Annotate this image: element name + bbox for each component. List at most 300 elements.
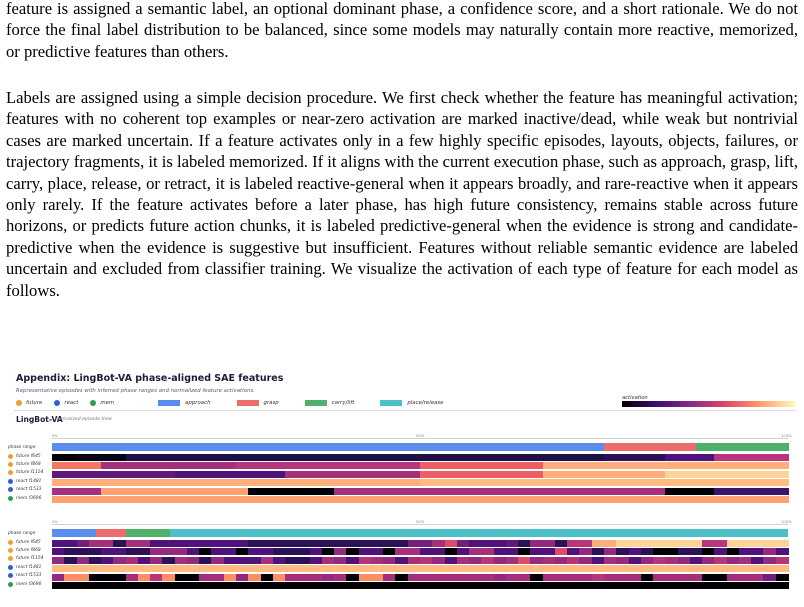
activation-cell — [702, 462, 715, 469]
feature-type-dot — [8, 540, 13, 545]
phase-segment — [52, 443, 605, 451]
activation-cell — [629, 454, 642, 461]
activation-cell — [678, 471, 691, 478]
activation-cell — [187, 574, 200, 581]
activation-cell — [297, 462, 310, 469]
activation-cell — [248, 471, 261, 478]
activation-cell — [224, 454, 237, 461]
activation-cell — [359, 540, 372, 547]
activation-cell — [420, 557, 433, 564]
activation-cell — [543, 479, 556, 486]
activation-cell — [629, 540, 642, 547]
activation-cell — [150, 557, 163, 564]
activation-cell — [383, 557, 396, 564]
activation-cell — [89, 454, 102, 461]
activation-cell — [77, 462, 90, 469]
activation-cell — [702, 471, 715, 478]
paragraph-2: Labels are assigned using a simple decision procedure. We first check whether the feature has meaningful activation; features with no coherent top examples or near-zero activation are marked inactive/dead, while weak but nontrivial cases are marked uncertain. If a feature activates only in a few highly specific episodes, layouts, objects, failures, or trajectory fragments, it is labeled memorized. If it aligns with the current execution phase, such as approach, grasp, lift, carry, place, release, or retract, it is labeled reactive-general when it appears broadly, and rare-reactive when it appears only rarely. If the feature activates before a later phase, has high future consistency, remains stable across future horizons, or predicts future action chunks, it is labeled predictive-general when the evidence is strong and candidate-predictive when the evidence is suggestive but insufficient. Features without reliable semantic evidence are labeled uncertain and excluded from classifier training. We visualize the activation of each type of feature for each model as follows. — [6, 88, 798, 300]
activation-cell — [64, 540, 77, 547]
activation-cell — [383, 479, 396, 486]
activation-cell — [224, 471, 237, 478]
activation-cell — [629, 471, 642, 478]
activation-cell — [420, 471, 433, 478]
activation-cell — [530, 582, 543, 589]
activation-cell — [211, 462, 224, 469]
activation-cell — [690, 462, 703, 469]
feature-name: mem f3696 — [16, 581, 42, 587]
activation-cell — [445, 540, 458, 547]
activation-cell — [530, 471, 543, 478]
activation-cell — [138, 496, 151, 503]
activation-cell — [629, 565, 642, 572]
activation-strip — [52, 454, 788, 461]
feature-type-dot — [8, 556, 13, 561]
activation-cell — [383, 454, 396, 461]
activation-cell — [665, 454, 678, 461]
activation-cell — [690, 574, 703, 581]
activation-cell — [162, 557, 175, 564]
legend-swatch — [158, 400, 180, 406]
activation-cell — [420, 462, 433, 469]
activation-cell — [567, 574, 580, 581]
activation-cell — [665, 557, 678, 564]
activation-cell — [371, 462, 384, 469]
feature-row-label — [8, 556, 43, 561]
activation-cell — [77, 488, 90, 495]
activation-cell — [567, 488, 580, 495]
activation-cell — [101, 479, 114, 486]
activation-cell — [665, 496, 678, 503]
activation-cell — [334, 557, 347, 564]
activation-cell — [138, 574, 151, 581]
activation-cell — [457, 565, 470, 572]
legend-label: grasp — [263, 400, 279, 406]
activation-cell — [89, 565, 102, 572]
activation-cell — [310, 574, 323, 581]
activation-cell — [211, 488, 224, 495]
activation-cell — [727, 488, 740, 495]
activation-cell — [297, 582, 310, 589]
activation-cell — [678, 557, 691, 564]
activation-cell — [113, 479, 126, 486]
activation-strip — [52, 479, 788, 486]
activation-cell — [420, 548, 433, 555]
activation-cell — [285, 557, 298, 564]
activation-cell — [653, 557, 666, 564]
activation-cell — [751, 548, 764, 555]
activation-cell — [530, 565, 543, 572]
activation-cell — [604, 548, 617, 555]
activation-cell — [469, 471, 482, 478]
activation-cell — [641, 454, 654, 461]
activation-cell — [64, 565, 77, 572]
activation-cell — [555, 496, 568, 503]
activation-cell — [346, 582, 359, 589]
activation-cell — [187, 540, 200, 547]
activation-cell — [727, 454, 740, 461]
activation-cell — [371, 574, 384, 581]
activation-cell — [199, 548, 212, 555]
activation-cell — [126, 548, 139, 555]
activation-cell — [690, 454, 703, 461]
activation-cell — [481, 565, 494, 572]
activation-cell — [211, 548, 224, 555]
activation-cell — [653, 462, 666, 469]
activation-cell — [518, 479, 531, 486]
activation-cell — [126, 582, 139, 589]
activation-cell — [126, 565, 139, 572]
activation-cell — [346, 454, 359, 461]
activation-cell — [113, 496, 126, 503]
activation-cell — [739, 548, 752, 555]
activation-cell — [579, 565, 592, 572]
activation-cell — [224, 479, 237, 486]
legend-item — [305, 400, 355, 406]
activation-cell — [506, 582, 519, 589]
activation-cell — [678, 540, 691, 547]
activation-cell — [297, 574, 310, 581]
activation-cell — [371, 540, 384, 547]
activation-cell — [555, 565, 568, 572]
activation-cell — [285, 471, 298, 478]
activation-cell — [64, 488, 77, 495]
activation-cell — [52, 479, 65, 486]
activation-cell — [150, 454, 163, 461]
activation-cell — [248, 496, 261, 503]
activation-cell — [89, 462, 102, 469]
activation-cell — [702, 565, 715, 572]
activation-cell — [678, 496, 691, 503]
activation-cell — [236, 462, 249, 469]
activation-cell — [678, 574, 691, 581]
activation-cell — [395, 462, 408, 469]
activation-cell — [408, 574, 421, 581]
activation-cell — [506, 548, 519, 555]
activation-cell — [383, 488, 396, 495]
activation-cell — [665, 565, 678, 572]
activation-cell — [690, 557, 703, 564]
activation-cell — [481, 454, 494, 461]
activation-cell — [162, 488, 175, 495]
activation-cell — [383, 582, 396, 589]
activation-cell — [432, 454, 445, 461]
activation-cell — [77, 471, 90, 478]
activation-cell — [751, 479, 764, 486]
activation-cell — [175, 557, 188, 564]
phase-range-label: phase range — [8, 531, 36, 536]
activation-cell — [395, 582, 408, 589]
activation-cell — [641, 548, 654, 555]
activation-cell — [616, 462, 629, 469]
activation-cell — [776, 471, 789, 478]
feature-name: future f1154 — [16, 470, 44, 476]
activation-cell — [457, 454, 470, 461]
activation-cell — [224, 565, 237, 572]
feature-type-dot — [8, 573, 13, 578]
activation-cell — [77, 479, 90, 486]
activation-cell — [641, 574, 654, 581]
activation-cell — [211, 496, 224, 503]
activation-cell — [506, 496, 519, 503]
activation-cell — [763, 582, 776, 589]
activation-cell — [714, 462, 727, 469]
activation-cell — [395, 565, 408, 572]
activation-cell — [678, 488, 691, 495]
activation-cell — [64, 479, 77, 486]
activation-cell — [273, 574, 286, 581]
activation-cell — [273, 548, 286, 555]
activation-cell — [481, 540, 494, 547]
activation-cell — [629, 488, 642, 495]
activation-cell — [297, 471, 310, 478]
activation-cell — [432, 496, 445, 503]
activation-cell — [518, 565, 531, 572]
activation-cell — [653, 454, 666, 461]
activation-cell — [199, 488, 212, 495]
activation-cell — [530, 574, 543, 581]
activation-cell — [52, 488, 65, 495]
activation-cell — [408, 454, 421, 461]
activation-cell — [432, 462, 445, 469]
activation-cell — [616, 496, 629, 503]
activation-cell — [469, 548, 482, 555]
activation-cell — [702, 582, 715, 589]
activation-cell — [248, 582, 261, 589]
activation-cell — [346, 479, 359, 486]
activation-cell — [261, 454, 274, 461]
activation-cell — [346, 471, 359, 478]
activation-cell — [371, 582, 384, 589]
activation-cell — [334, 488, 347, 495]
activation-cell — [481, 496, 494, 503]
activation-cell — [494, 479, 507, 486]
feature-row-label — [8, 565, 41, 570]
axis-tick-label: 100% — [781, 519, 792, 524]
activation-cell — [261, 565, 274, 572]
activation-cell — [310, 454, 323, 461]
activation-cell — [420, 454, 433, 461]
activation-cell — [236, 565, 249, 572]
activation-cell — [322, 479, 335, 486]
activation-cell — [126, 574, 139, 581]
activation-cell — [285, 462, 298, 469]
activation-cell — [739, 479, 752, 486]
activation-cell — [150, 488, 163, 495]
activation-cell — [714, 548, 727, 555]
activation-cell — [543, 488, 556, 495]
legend-label: place/release — [407, 400, 444, 406]
legend-swatch — [380, 400, 402, 406]
activation-cell — [629, 582, 642, 589]
activation-cell — [236, 454, 249, 461]
activation-cell — [150, 471, 163, 478]
activation-cell — [543, 574, 556, 581]
activation-cell — [138, 557, 151, 564]
legend-item — [380, 400, 443, 406]
activation-cell — [199, 479, 212, 486]
activation-cell — [211, 582, 224, 589]
activation-cell — [101, 471, 114, 478]
phase-segment — [170, 529, 789, 537]
activation-cell — [199, 471, 212, 478]
activation-cell — [162, 540, 175, 547]
feature-row-label — [8, 462, 41, 467]
legend-swatch — [90, 400, 96, 406]
activation-cell — [432, 557, 445, 564]
activation-cell — [567, 471, 580, 478]
activation-cell — [714, 540, 727, 547]
feature-type-dot — [8, 454, 13, 459]
activation-cell — [555, 488, 568, 495]
activation-cell — [334, 548, 347, 555]
activation-cell — [322, 540, 335, 547]
activation-cell — [359, 462, 372, 469]
activation-cell — [727, 565, 740, 572]
activation-cell — [138, 462, 151, 469]
activation-cell — [408, 565, 421, 572]
activation-cell — [739, 496, 752, 503]
activation-cell — [494, 548, 507, 555]
activation-cell — [310, 582, 323, 589]
legend-label: approach — [185, 400, 211, 406]
activation-cell — [138, 582, 151, 589]
activation-cell — [506, 454, 519, 461]
activation-cell — [776, 574, 789, 581]
activation-cell — [334, 471, 347, 478]
activation-cell — [616, 471, 629, 478]
activation-cell — [310, 479, 323, 486]
activation-cell — [714, 574, 727, 581]
activation-cell — [322, 548, 335, 555]
activation-cell — [138, 565, 151, 572]
activation-cell — [690, 582, 703, 589]
activation-cell — [261, 557, 274, 564]
activation-cell — [52, 582, 65, 589]
activation-cell — [359, 471, 372, 478]
phase-strip — [52, 443, 788, 451]
activation-cell — [113, 488, 126, 495]
activation-cell — [494, 488, 507, 495]
activation-cell — [481, 582, 494, 589]
activation-cell — [261, 479, 274, 486]
activation-cell — [555, 471, 568, 478]
activation-cell — [641, 565, 654, 572]
activation-cell — [604, 496, 617, 503]
activation-cell — [285, 488, 298, 495]
activation-cell — [420, 488, 433, 495]
separator — [14, 410, 796, 411]
activation-strip — [52, 462, 788, 469]
activation-cell — [665, 462, 678, 469]
activation-cell — [285, 479, 298, 486]
activation-cell — [64, 548, 77, 555]
activation-cell — [408, 582, 421, 589]
activation-cell — [494, 565, 507, 572]
activation-cell — [481, 557, 494, 564]
activation-cell — [346, 574, 359, 581]
activation-cell — [322, 565, 335, 572]
activation-cell — [457, 496, 470, 503]
activation-cell — [322, 488, 335, 495]
activation-cell — [297, 557, 310, 564]
activation-cell — [52, 548, 65, 555]
activation-cell — [248, 488, 261, 495]
activation-cell — [739, 565, 752, 572]
activation-cell — [604, 582, 617, 589]
activation-cell — [150, 574, 163, 581]
activation-cell — [604, 565, 617, 572]
activation-cell — [383, 574, 396, 581]
activation-cell — [273, 454, 286, 461]
activation-cell — [530, 496, 543, 503]
activation-cell — [273, 471, 286, 478]
activation-cell — [359, 454, 372, 461]
activation-cell — [346, 540, 359, 547]
activation-cell — [604, 574, 617, 581]
activation-cell — [494, 462, 507, 469]
activation-cell — [776, 496, 789, 503]
activation-cell — [751, 454, 764, 461]
activation-cell — [506, 462, 519, 469]
activation-cell — [187, 471, 200, 478]
activation-cell — [702, 479, 715, 486]
activation-cell — [678, 548, 691, 555]
activation-cell — [457, 582, 470, 589]
activation-cell — [224, 582, 237, 589]
activation-cell — [592, 565, 605, 572]
activation-cell — [126, 540, 139, 547]
activation-cell — [763, 454, 776, 461]
activation-cell — [751, 582, 764, 589]
activation-cell — [371, 454, 384, 461]
activation-cell — [89, 471, 102, 478]
activation-cell — [420, 565, 433, 572]
legend-item — [90, 400, 114, 406]
activation-cell — [629, 557, 642, 564]
activation-cell — [579, 496, 592, 503]
activation-cell — [126, 454, 139, 461]
phase-segment — [126, 529, 171, 537]
activation-cell — [653, 582, 666, 589]
activation-cell — [776, 454, 789, 461]
activation-cell — [408, 471, 421, 478]
activation-cell — [285, 454, 298, 461]
activation-cell — [101, 462, 114, 469]
activation-cell — [162, 471, 175, 478]
activation-cell — [445, 582, 458, 589]
axis-tick-label: 50% — [416, 519, 425, 524]
activation-cell — [113, 540, 126, 547]
activation-cell — [445, 496, 458, 503]
activation-cell — [469, 488, 482, 495]
activation-cell — [530, 462, 543, 469]
activation-cell — [530, 548, 543, 555]
activation-cell — [77, 574, 90, 581]
activation-cell — [665, 479, 678, 486]
activation-cell — [751, 471, 764, 478]
activation-cell — [616, 574, 629, 581]
activation-cell — [383, 548, 396, 555]
activation-cell — [763, 488, 776, 495]
activation-cell — [776, 557, 789, 564]
activation-cell — [690, 479, 703, 486]
activation-cell — [285, 574, 298, 581]
feature-row-label — [8, 487, 41, 492]
activation-cell — [420, 574, 433, 581]
feature-name: future f1154 — [16, 556, 44, 562]
activation-cell — [162, 496, 175, 503]
activation-cell — [236, 582, 249, 589]
